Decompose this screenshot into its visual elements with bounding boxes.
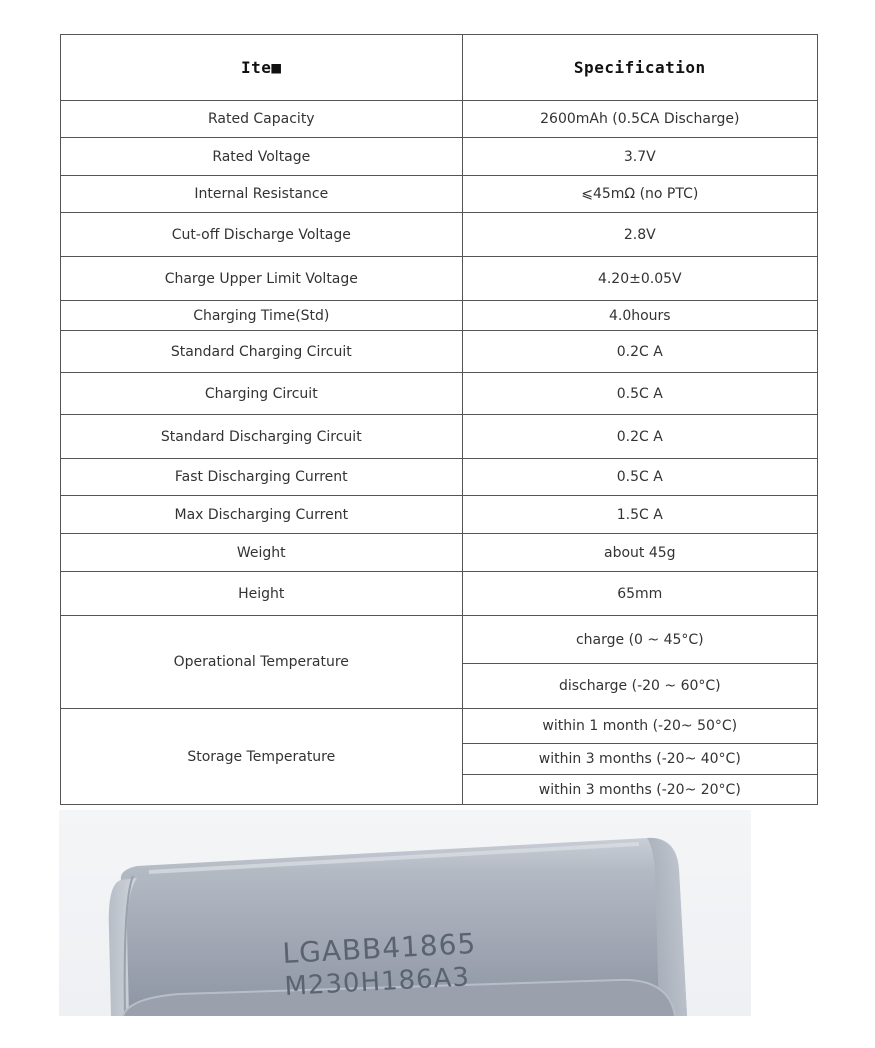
row-spec-value: 0.5C A xyxy=(462,373,817,415)
table-row xyxy=(61,176,818,213)
row-spec-value: 0.2C A xyxy=(462,415,817,459)
cell-marking-line2: M230H186A3 xyxy=(283,962,471,1002)
row-item-label: Charging Circuit xyxy=(61,373,463,415)
row-item-label: Standard Charging Circuit xyxy=(61,331,463,373)
row-spec-value: ⩽45mΩ (no PTC) xyxy=(462,176,817,213)
row-item-label: Rated Voltage xyxy=(61,138,463,176)
table-row xyxy=(61,459,818,496)
storage-3-months-value: within 3 months (-20~ 40°C) xyxy=(462,744,817,775)
operational-discharge-value: discharge (-20 ~ 60°C) xyxy=(462,664,817,709)
row-spec-value: 0.2C A xyxy=(462,331,817,373)
row-item-label: Charge Upper Limit Voltage xyxy=(61,257,463,301)
storage-temperature-label: Storage Temperature xyxy=(61,709,463,805)
row-item-label: Standard Discharging Circuit xyxy=(61,415,463,459)
header-specification: Specification xyxy=(462,35,817,101)
storage-3-months-value-2: within 3 months (-20~ 20°C) xyxy=(462,775,817,805)
row-spec-value: 1.5C A xyxy=(462,496,817,534)
table-header-row xyxy=(61,35,818,101)
row-spec-value: 4.0hours xyxy=(462,301,817,331)
table-row xyxy=(61,138,818,176)
row-item-label: Cut-off Discharge Voltage xyxy=(61,213,463,257)
table-row xyxy=(61,534,818,572)
row-item-label: Height xyxy=(61,572,463,616)
row-spec-value: 2600mAh (0.5CA Discharge) xyxy=(462,101,817,138)
operational-temperature-label: Operational Temperature xyxy=(61,616,463,709)
row-spec-value: 0.5C A xyxy=(462,459,817,496)
table-row xyxy=(61,301,818,331)
table-row xyxy=(61,373,818,415)
row-spec-value: 65mm xyxy=(462,572,817,616)
row-item-label: Internal Resistance xyxy=(61,176,463,213)
table-row xyxy=(61,257,818,301)
row-spec-value: 4.20±0.05V xyxy=(462,257,817,301)
row-item-label: Weight xyxy=(61,534,463,572)
table-row xyxy=(61,572,818,616)
row-spec-value: about 45g xyxy=(462,534,817,572)
table-row xyxy=(61,331,818,373)
row-item-label: Max Discharging Current xyxy=(61,496,463,534)
table-row xyxy=(61,616,818,664)
table-row xyxy=(61,496,818,534)
battery-cell-illustration xyxy=(59,810,751,1016)
table-row xyxy=(61,213,818,257)
storage-1-month-value: within 1 month (-20~ 50°C) xyxy=(462,709,817,744)
table-row xyxy=(61,415,818,459)
row-item-label: Charging Time(Std) xyxy=(61,301,463,331)
row-spec-value: 3.7V xyxy=(462,138,817,176)
table-row xyxy=(61,101,818,138)
table-row xyxy=(61,709,818,744)
row-item-label: Fast Discharging Current xyxy=(61,459,463,496)
operational-charge-value: charge (0 ~ 45°C) xyxy=(462,616,817,664)
cell-marking-line1: LGABB41865 xyxy=(281,926,478,970)
row-item-label: Rated Capacity xyxy=(61,101,463,138)
specification-table xyxy=(60,34,818,805)
header-item: Ite■ xyxy=(61,35,463,101)
row-spec-value: 2.8V xyxy=(462,213,817,257)
battery-cell-photo xyxy=(59,810,751,1016)
